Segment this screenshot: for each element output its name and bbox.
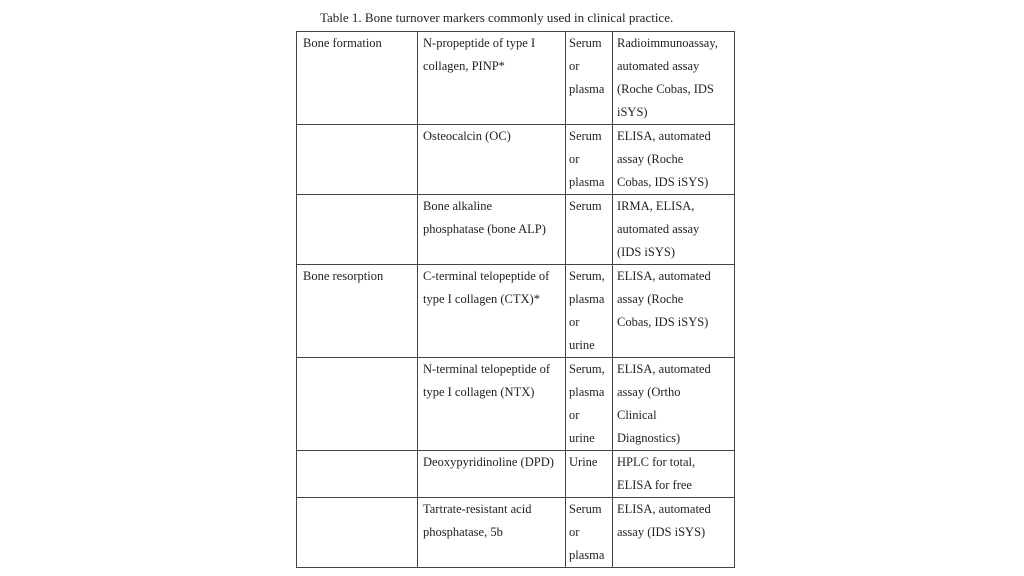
marker-cell-line: C-terminal telopeptide of (423, 269, 550, 283)
marker-cell (418, 358, 566, 451)
method-cell (613, 195, 735, 265)
category-cell (297, 358, 418, 451)
marker-cell (418, 451, 566, 498)
sample-cell (566, 265, 613, 358)
method-cell-line: Cobas, IDS iSYS) (617, 175, 709, 189)
sample-cell-line: urine (569, 431, 595, 445)
method-cell-line: (Roche Cobas, IDS (617, 82, 714, 96)
method-cell-line: Clinical (617, 408, 657, 422)
marker-cell (418, 195, 566, 265)
sample-cell-line: or (569, 315, 580, 329)
category-cell (297, 451, 418, 498)
sample-cell-line: or (569, 525, 580, 539)
marker-cell-line: Bone alkaline (423, 199, 493, 213)
method-cell (613, 451, 735, 498)
marker-cell-line: N-propeptide of type I (423, 36, 536, 50)
table-row (297, 498, 735, 568)
sample-cell (566, 125, 613, 195)
table-row (297, 32, 735, 125)
sample-cell-line: plasma (569, 292, 605, 306)
method-cell-line: assay (Roche (617, 152, 684, 166)
marker-cell-line: type I collagen (NTX) (423, 385, 535, 399)
method-cell (613, 498, 735, 568)
table-row (297, 358, 735, 451)
sample-cell-line: Serum, (569, 269, 605, 283)
sample-cell-line: Serum (569, 199, 602, 213)
category-cell (297, 498, 418, 568)
sample-cell (566, 498, 613, 568)
method-cell (613, 32, 735, 125)
method-cell (613, 125, 735, 195)
method-cell-line: ELISA for free (617, 478, 692, 492)
category-cell (297, 265, 418, 358)
method-cell-line: ELISA, automated (617, 502, 711, 516)
method-cell-line: automated assay (617, 59, 700, 73)
sample-cell-line: plasma (569, 548, 605, 562)
marker-cell-line: N-terminal telopeptide of (423, 362, 551, 376)
marker-cell-line: phosphatase, 5b (423, 525, 503, 539)
category-cell-text: Bone resorption (303, 269, 384, 283)
sample-cell-line: Urine (569, 455, 598, 469)
marker-cell (418, 32, 566, 125)
method-cell-line: Radioimmunoassay, (617, 36, 718, 50)
method-cell-line: assay (IDS iSYS) (617, 525, 706, 539)
sample-cell (566, 358, 613, 451)
table-caption: Table 1. Bone turnover markers commonly used in clinical practice. (320, 10, 674, 25)
sample-cell-line: Serum (569, 36, 602, 50)
marker-cell (418, 498, 566, 568)
table-row (297, 125, 735, 195)
sample-cell-line: or (569, 59, 580, 73)
marker-cell (418, 265, 566, 358)
sample-cell (566, 32, 613, 125)
category-cell (297, 32, 418, 125)
marker-cell-line: Tartrate-resistant acid (423, 502, 532, 516)
method-cell-line: assay (Ortho (617, 385, 681, 399)
sample-cell-line: urine (569, 338, 595, 352)
method-cell-line: IRMA, ELISA, (617, 199, 695, 213)
category-cell (297, 195, 418, 265)
sample-cell-line: plasma (569, 82, 605, 96)
table-row (297, 265, 735, 358)
table-row (297, 195, 735, 265)
marker-cell-line: type I collagen (CTX)* (423, 292, 540, 306)
method-cell-line: (IDS iSYS) (617, 245, 675, 259)
method-cell-line: Diagnostics) (617, 431, 681, 445)
marker-cell-line: Osteocalcin (OC) (423, 129, 511, 143)
method-cell-line: iSYS) (617, 105, 648, 119)
sample-cell (566, 451, 613, 498)
sample-cell-line: or (569, 408, 580, 422)
method-cell (613, 358, 735, 451)
table-body (297, 32, 735, 568)
table-row (297, 451, 735, 498)
marker-cell-line: collagen, PINP* (423, 59, 505, 73)
method-cell-line: automated assay (617, 222, 700, 236)
method-cell-line: HPLC for total, (617, 455, 696, 469)
sample-cell-line: Serum (569, 129, 602, 143)
method-cell-line: ELISA, automated (617, 129, 711, 143)
method-cell-line: Cobas, IDS iSYS) (617, 315, 709, 329)
sample-cell-line: Serum (569, 502, 602, 516)
sample-cell-line: plasma (569, 385, 605, 399)
bone-turnover-markers-table (296, 31, 735, 568)
method-cell-line: assay (Roche (617, 292, 684, 306)
method-cell-line: ELISA, automated (617, 269, 711, 283)
method-cell (613, 265, 735, 358)
sample-cell-line: or (569, 152, 580, 166)
marker-cell-line: Deoxypyridinoline (DPD) (423, 455, 554, 469)
method-cell-line: ELISA, automated (617, 362, 711, 376)
category-cell (297, 125, 418, 195)
sample-cell-line: plasma (569, 175, 605, 189)
category-cell-text: Bone formation (303, 36, 382, 50)
sample-cell-line: Serum, (569, 362, 605, 376)
marker-cell-line: phosphatase (bone ALP) (423, 222, 546, 236)
sample-cell (566, 195, 613, 265)
marker-cell (418, 125, 566, 195)
